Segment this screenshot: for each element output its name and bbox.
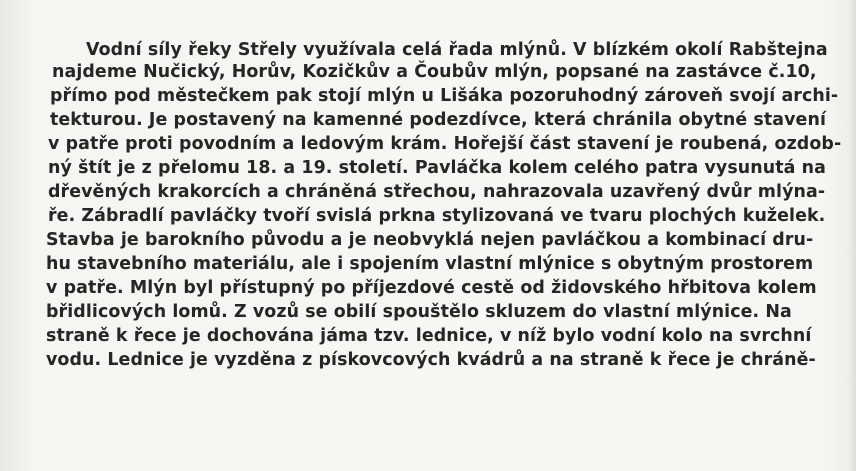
text-line-9: Stavba je barokního původu a je neobvyklá nejen pavláčkou a kombinací dru- <box>46 230 814 250</box>
text-line-2: najdeme Nučický, Horův, Kozičkův a Čoubův mlýn, popsané na zastávce č.10, <box>52 62 817 82</box>
text-line-5: v patře proti povodním a ledovým krám. Hořejší část stavení je roubená, ozdob- <box>48 134 842 154</box>
text-line-1: Vodní síly řeky Střely využívala celá řada mlýnů. V blízkém okolí Rabštejna <box>86 40 828 60</box>
text-line-8: ře. Zábradlí pavláčky tvoří svislá prkna stylizovaná ve tvaru plochých kuželek. <box>48 206 826 226</box>
text-line-4: tekturou. Je postavený na kamenné podezdívce, která chránila obytné stavení <box>50 110 826 130</box>
text-line-14: vodu. Lednice je vyzděna z pískovcových kvádrů a na straně k řece je chráně- <box>46 350 816 370</box>
text-line-10: hu stavebního materiálu, ale i spojením vlastní mlýnice s obytným prostorem <box>46 254 814 274</box>
text-line-12: břidlicových lomů. Z vozů se obilí spouštělo skluzem do vlastní mlýnice. Na <box>46 302 792 322</box>
text-line-6: ný štít je z přelomu 18. a 19. století. Pavláčka kolem celého patra vysunutá na <box>48 158 826 178</box>
text-line-3: přímo pod městečkem pak stojí mlýn u Lišáka pozoruhodný zároveň svojí archi- <box>50 86 839 106</box>
text-line-11: v patře. Mlýn byl přístupný po příjezdové cestě od židovského hřbitova kolem <box>46 278 817 298</box>
page-edge-shadow <box>848 0 856 471</box>
text-line-13: straně k řece je dochována jáma tzv. lednice, v níž bylo vodní kolo na svrchní <box>46 326 812 346</box>
text-line-7: dřevěných krakorcích a chráněná střechou, nahrazovala uzavřený dvůr mlýna- <box>48 182 826 202</box>
